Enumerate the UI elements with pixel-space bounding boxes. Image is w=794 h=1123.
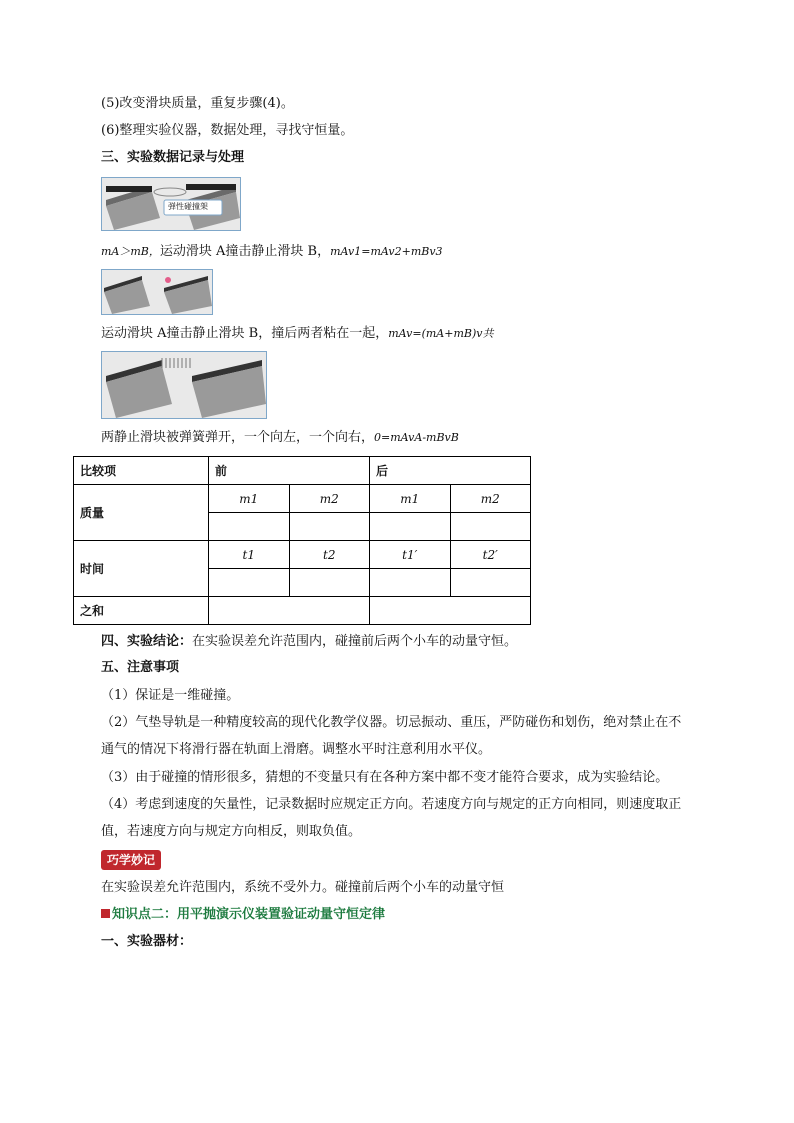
note-1: （1）保证是一维碰撞。 <box>101 688 240 703</box>
knowledge-point-2 <box>101 906 385 924</box>
section-3-heading: 三、实验数据记录与处理 <box>101 150 245 165</box>
case-1-line <box>101 243 443 261</box>
elastic-frame-label: 弹性碰撞架 <box>168 202 208 211</box>
table-row <box>74 457 531 485</box>
row-mass-label: 质量 <box>74 485 209 541</box>
case-1-formula: mAv1=mAv2+mBv3 <box>330 245 443 258</box>
cell-m2: m2 <box>289 485 370 513</box>
row-sum-label: 之和 <box>74 597 209 625</box>
note-2-line-1: （2）气垫导轨是一种精度较高的现代化教学仪器。切忌振动、重压，严防碰伤和划伤，绝对禁止在不 <box>101 715 682 730</box>
cell-empty <box>289 569 370 597</box>
cell-empty <box>450 513 531 541</box>
case-3-line <box>101 429 459 447</box>
step-5: (5)改变滑块质量，重复步骤(4)。 <box>101 96 294 111</box>
case-2-line <box>101 325 493 343</box>
cell-empty <box>370 569 451 597</box>
tip-text: 在实验误差允许范围内，系统不受外力。碰撞前后两个小车的动量守恒 <box>101 880 505 895</box>
cell-empty <box>209 597 370 625</box>
cell-t2: t2 <box>289 541 370 569</box>
table-row <box>74 485 531 513</box>
case-3-formula: 0=mAvA-mBvB <box>374 431 459 444</box>
red-square-icon <box>101 909 110 918</box>
cell-empty <box>209 513 290 541</box>
case-1-text: 运动滑块 A撞击静止滑块 B， <box>159 244 331 259</box>
cell-m1-after: m1 <box>370 485 451 513</box>
table-row <box>74 597 531 625</box>
row-time-label: 时间 <box>74 541 209 597</box>
note-4-line-1: （4）考虑到速度的矢量性，记录数据时应规定正方向。若速度方向与规定的正方向相同，则速度取正 <box>101 797 682 812</box>
step-6: (6)整理实验仪器，数据处理，寻找守恒量。 <box>101 123 354 138</box>
header-after: 后 <box>370 457 531 485</box>
cell-empty <box>289 513 370 541</box>
knowledge-point-2-text: 知识点二：用平抛演示仪装置验证动量守恒定律 <box>112 907 386 922</box>
case-3-text: 两静止滑块被弹簧弹开，一个向左，一个向右， <box>101 430 375 445</box>
note-3: （3）由于碰撞的情形很多，猜想的不变量只有在各种方案中都不变才能符合要求，成为实验结论。 <box>101 770 669 785</box>
case-2-text: 运动滑块 A撞击静止滑块 B，撞后两者粘在一起， <box>101 326 389 341</box>
cell-t2-prime: t2′ <box>450 541 531 569</box>
section-5-heading: 五、注意事项 <box>101 660 180 675</box>
header-before: 前 <box>209 457 370 485</box>
air-track-figure-inelastic <box>101 269 213 315</box>
comparison-table <box>73 456 531 625</box>
cell-empty <box>370 513 451 541</box>
air-track-drawing-3 <box>102 352 266 418</box>
cell-empty <box>450 569 531 597</box>
cell-m2-after: m2 <box>450 485 531 513</box>
section-4-line <box>101 633 517 651</box>
table-row <box>74 541 531 569</box>
section-4-text: 在实验误差允许范围内，碰撞前后两个小车的动量守恒。 <box>192 634 518 649</box>
case-2-formula: mAv=(mA+mB)v共 <box>388 327 494 340</box>
cell-empty <box>370 597 531 625</box>
note-4-line-2: 值，若速度方向与规定方向相反，则取负值。 <box>101 824 362 839</box>
cell-empty <box>209 569 290 597</box>
cell-t1: t1 <box>209 541 290 569</box>
equipment-heading: 一、实验器材： <box>101 934 193 949</box>
air-track-figure-spring <box>101 351 267 419</box>
section-4-heading: 四、实验结论： <box>101 634 193 649</box>
tip-badge: 巧学妙记 <box>101 850 161 870</box>
cell-m1: m1 <box>209 485 290 513</box>
note-2-line-2: 通气的情况下将滑行器在轨面上滑磨。调整水平时注意利用水平仪。 <box>101 742 492 757</box>
air-track-figure-elastic <box>101 177 241 231</box>
air-track-drawing-2 <box>102 270 212 314</box>
header-item: 比较项 <box>74 457 209 485</box>
mass-compare: mA＞mB， <box>101 245 160 258</box>
cell-t1-prime: t1′ <box>370 541 451 569</box>
